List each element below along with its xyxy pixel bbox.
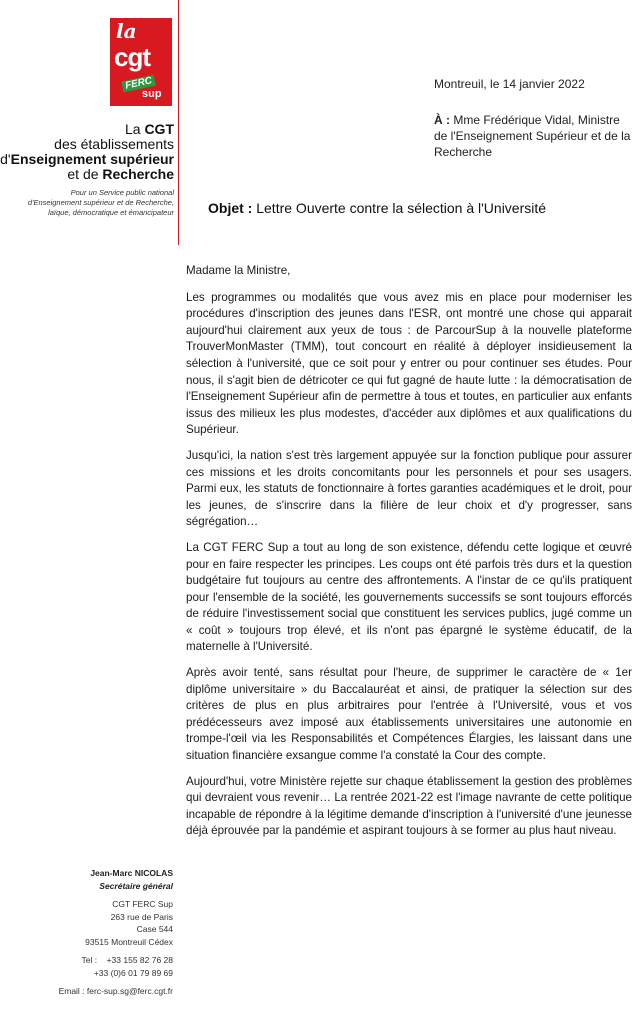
signatory-role: Secrétaire général [99,880,173,891]
logo-cgt-text: cgt [114,42,150,72]
organization-name: La CGT des établissements d'Enseignement supérieur et de Recherche [0,121,174,182]
organization-tagline: Pour un Service public national d'Enseignement supérieur et de Recherche, laïque, démocratique et émancipateur [27,188,174,217]
letter-date: Montreuil, le 14 janvier 2022 [434,77,585,91]
phone-label: Tel : [81,955,98,965]
paragraph: Jusqu'ici, la nation s'est très largement appuyée sur la fonction publique pour assurer ces missions et les droits concomitants pour les personnels et pour ses usagers. Parmi eux, les statuts de fonctionnaire à fortes garanties académiques et le droit, pour les jeunes, de s'inscrire dans la filière de leur choix et d'y progresser, sans ségrégation… [186,448,632,529]
logo-la-text: la [116,19,137,43]
letter-subject [208,200,546,216]
address-line: 263 rue de Paris [110,911,173,922]
paragraph: Après avoir tenté, sans résultat pour l'heure, de supprimer le caractère de « 1er diplôme universitaire » du Baccalauréat et ainsi, de pratiquer la sélection sur des critères de plus en plus arbitraires pour l'entrée à l'Université, vous et vos prédécesseurs avez imposé aux établissements universitaires une autonomie en trompe-l'œil via les Responsabilités et Compétences Élargies, les laissant dans une situation financière exsangue comme l'a constaté la Cour des compte. [186,666,632,763]
header-divider [178,0,179,245]
address-line: CGT FERC Sup [112,899,173,909]
letter-body [186,263,632,849]
logo-ferc-text: FERC [121,75,156,93]
recipient-text: Mme Frédérique Vidal, Ministre de l'Enseignement Supérieur et de la Recherche [434,113,631,159]
signatory-name: Jean-Marc NICOLAS [90,868,173,878]
subject-text: Lettre Ouverte contre la sélection à l'Université [252,200,547,216]
email-line: Email : ferc-sup.sg@ferc.cgt.fr [58,986,173,996]
paragraph: La CGT FERC Sup a tout au long de son existence, défendu cette logique et œuvré pour en faire respecter les principes. Les coups ont été parfois très durs et la question budgétaire fut toujours au centre des affrontements. A l'instar de ce qu'ils pratiquent pour l'ensemble de la société, les gouvernements successifs se sont toujours efforcés de réduire l'investissement social que constituent les services publics, jugé comme un « coût » toujours trop élevé, et ils n'ont pas épargné le système éducatif, de la maternelle à l'Université. [186,540,632,654]
recipient-block [434,112,634,160]
subject-label: Objet : [208,200,253,216]
phone-number: +33 155 82 76 28 [106,955,173,965]
cgt-ferc-sup-logo [110,18,172,106]
phone-line [0,954,173,967]
address-line: 93515 Montreuil Cédex [85,936,173,947]
paragraph: Les programmes ou modalités que vous avez mis en place pour moderniser les procédures d'inscription des jeunes dans l'ESR, ont montré une chose qui apparait aujourd'hui clairement aux yeux de tous : de ParcourSup à la nouvelle plateforme TrouverMonMaster (TMM), tout concourt en réalité à déployer insidieusement la sélection à l'université, que ce soit pour y entrer ou pour continuer ses études. Pour nous, il s'agit bien de détricoter ce qui fut gagné de haute lutte : la démocratisation de l'Enseignement Supérieur afin de permettre à tous et toutes, en particulier aux enfants issus des milieux les plus modestes, d'accéder aux diplômes et aux qualifications du Supérieur. [186,290,632,437]
logo-sup-text: sup [142,88,162,100]
paragraph: Aujourd'hui, votre Ministère rejette sur chaque établissement la gestion des problèmes qui devraient vous revenir… La rentrée 2021-22 est l'image navrante de cette politique incapable de répondre à la légitime demande d'inscription à l'université d'une jeunesse déjà éprouvée par la pandémie et aspirant toujours à se former au plus haut niveau. [186,774,632,838]
signature-block [0,867,173,998]
mobile-number: +33 (0)6 01 79 89 69 [93,967,173,978]
salutation: Madame la Ministre, [186,264,291,277]
recipient-label: À : [434,113,450,127]
address-line: Case 544 [136,924,173,934]
